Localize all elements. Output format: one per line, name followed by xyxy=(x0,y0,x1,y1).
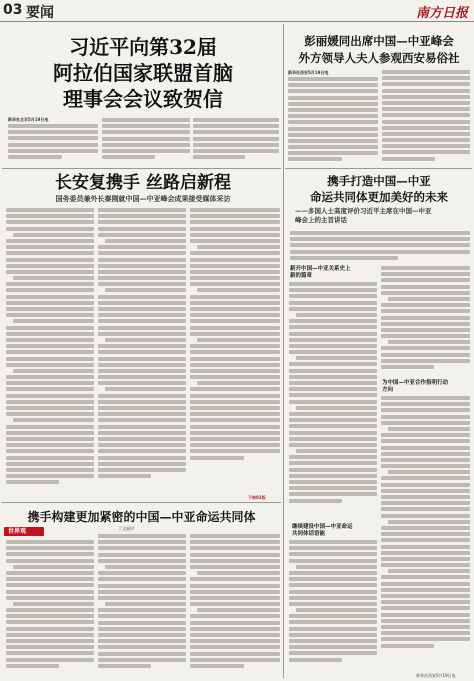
article3-subheadline: 国务委员兼外长秦刚就中国—中亚峰会成果接受媒体采访 xyxy=(55,194,231,203)
article1-body xyxy=(8,124,98,166)
headline-line: 外方领导人夫人参观西安易俗社 xyxy=(298,51,460,65)
column-badge-label: 世界观 xyxy=(8,528,27,535)
continued-tag: 下转03版 xyxy=(248,495,266,500)
article1-headline xyxy=(8,34,278,112)
article3-headline: 长安复携手 丝路启新程 xyxy=(55,173,231,193)
article2-body xyxy=(288,77,378,165)
section-heading-line: 方向 xyxy=(382,387,394,393)
headline-line: 命运共同体更加美好的未来 xyxy=(310,190,448,204)
page-header xyxy=(0,0,474,22)
headline-line: 彭丽媛同出席中国—中亚峰会 xyxy=(304,34,454,48)
article2-headline xyxy=(287,33,471,67)
article1-body xyxy=(102,118,190,166)
article1-byline: 新华社北京5月19日电 xyxy=(8,117,49,122)
article4-body xyxy=(381,396,470,672)
column-badge xyxy=(4,527,44,536)
article3-body xyxy=(6,208,94,500)
article4-section-heading xyxy=(382,380,470,394)
article2-byline: 新华社西安5月19日电 xyxy=(288,70,329,75)
subheadline-line: ——多国人士高度评价习近平主席在中国—中亚 xyxy=(295,207,432,215)
article3-body xyxy=(190,208,280,494)
section-divider xyxy=(2,502,281,503)
article4-subheadline xyxy=(287,207,471,225)
masthead-logo: 南方日报 xyxy=(415,6,468,21)
section-heading-line: 为中国—中亚合作指明行动 xyxy=(382,380,449,386)
section-title: 要闻 xyxy=(26,5,54,21)
article4-body xyxy=(289,540,377,672)
article4-body xyxy=(289,282,377,520)
article5-body xyxy=(98,534,186,676)
article2-body xyxy=(382,70,470,165)
article4-body xyxy=(381,266,470,376)
headline-line: 习近平向第32届 xyxy=(69,35,217,59)
page-number: 03 xyxy=(3,2,23,18)
article5-author: 丁文丽评 xyxy=(118,526,134,531)
section-heading-line: 新开中国—中亚关系史上 xyxy=(290,266,351,272)
article4-section-heading xyxy=(290,266,376,280)
headline-line: 携手打造中国—中亚 xyxy=(327,174,431,188)
article5-body xyxy=(6,540,94,676)
headline-line: 理事会会议致贺信 xyxy=(63,87,223,111)
section-divider xyxy=(2,168,281,169)
article4-lead xyxy=(290,231,470,261)
article4-headline xyxy=(287,173,471,205)
article4-footer: 新华社西安5月19日电 xyxy=(416,673,456,678)
section-heading-line: 共同体话语能 xyxy=(292,531,326,537)
section-divider xyxy=(285,168,472,169)
article3-body xyxy=(98,208,186,500)
headline-line: 阿拉伯国家联盟首脑 xyxy=(53,61,233,85)
article5-body xyxy=(190,534,280,676)
subheadline-line: 峰会上的主旨讲话 xyxy=(295,216,347,224)
article5-headline: 携手构建更加紧密的中国—中亚命运共同体 xyxy=(27,510,256,524)
section-heading-line: 新的篇章 xyxy=(290,273,313,279)
article4-section-heading xyxy=(292,524,378,538)
section-heading-line: 继续建设中国—中亚命运 xyxy=(292,524,353,530)
article1-body xyxy=(193,118,279,166)
column-divider xyxy=(283,24,284,678)
